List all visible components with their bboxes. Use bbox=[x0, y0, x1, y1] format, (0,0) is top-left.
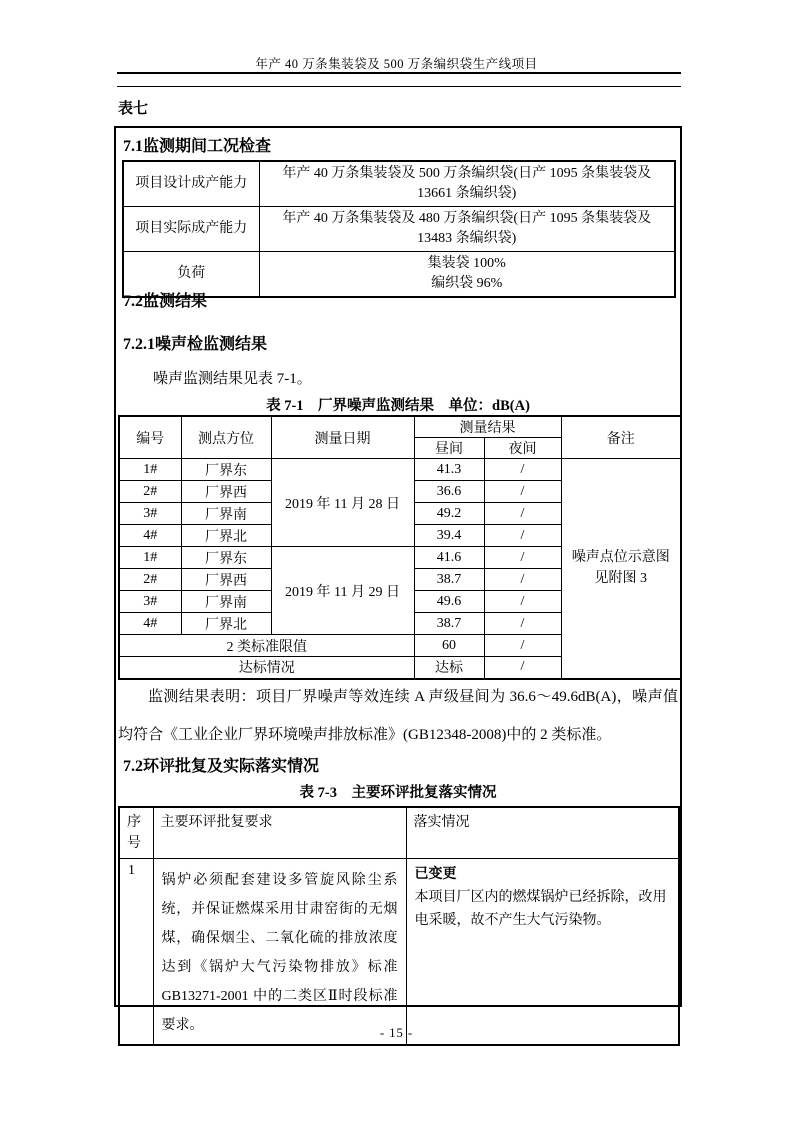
day-value: 39.4 bbox=[414, 525, 484, 547]
col-header-night: 夜间 bbox=[484, 438, 561, 459]
approval-row-index: 1 bbox=[119, 859, 153, 1046]
table-row bbox=[123, 161, 675, 207]
night-value: / bbox=[484, 547, 561, 569]
day-value: 38.7 bbox=[414, 613, 484, 635]
night-value: / bbox=[484, 569, 561, 591]
night-value: / bbox=[484, 481, 561, 503]
load-value-line2: 编织袋 96% bbox=[431, 276, 503, 291]
point-id: 2# bbox=[119, 569, 181, 591]
night-value: / bbox=[484, 503, 561, 525]
approval-implementation-table bbox=[118, 806, 680, 1046]
compliance-day-value: 达标 bbox=[414, 657, 484, 679]
section-7-1-heading: 7.1监测期间工况检查 bbox=[123, 138, 272, 155]
table-header-row bbox=[119, 416, 681, 438]
point-position: 厂界东 bbox=[181, 459, 271, 481]
col-header-requirement: 主要环评批复要求 bbox=[153, 807, 406, 859]
load-value bbox=[259, 252, 675, 298]
limit-night-value: / bbox=[484, 635, 561, 657]
night-value: / bbox=[484, 591, 561, 613]
header-rule-top bbox=[117, 72, 681, 74]
point-position: 厂界西 bbox=[181, 569, 271, 591]
monitoring-conclusion: 监测结果表明：项目厂界噪声等效连续 A 声级昼间为 36.6～49.6dB(A)，噪声值均符合《工业企业厂界环境噪声排放标准》(GB12348-2008)中的 2 类标准。 bbox=[118, 689, 678, 743]
night-value: / bbox=[484, 525, 561, 547]
day-value: 41.3 bbox=[414, 459, 484, 481]
page-number: - 15 - bbox=[379, 1026, 414, 1040]
implementation-status: 已变更 bbox=[414, 867, 457, 882]
noise-monitoring-table bbox=[118, 415, 682, 680]
day-value: 38.7 bbox=[414, 569, 484, 591]
point-position: 厂界南 bbox=[181, 591, 271, 613]
point-position: 厂界西 bbox=[181, 481, 271, 503]
point-id: 4# bbox=[119, 525, 181, 547]
actual-capacity-value: 年产 40 万条集装袋及 480 万条编织袋(日产 1095 条集装袋及 13483 条编织袋) bbox=[259, 207, 675, 252]
working-conditions-table bbox=[122, 160, 676, 298]
day-value: 36.6 bbox=[414, 481, 484, 503]
col-header-result: 测量结果 bbox=[414, 416, 561, 438]
point-id: 2# bbox=[119, 481, 181, 503]
load-label: 负荷 bbox=[123, 252, 259, 298]
day-value: 49.6 bbox=[414, 591, 484, 613]
day-value: 49.2 bbox=[414, 503, 484, 525]
section-7-2-1-heading: 7.2.1噪声检监测结果 bbox=[123, 336, 268, 353]
implementation-detail: 本项目厂区内的燃煤锅炉已经拆除，改用电采暖，故不产生大气污染物。 bbox=[414, 890, 667, 928]
point-id: 1# bbox=[119, 459, 181, 481]
night-value: / bbox=[484, 613, 561, 635]
col-header-index: 序号 bbox=[119, 807, 153, 859]
point-id: 1# bbox=[119, 547, 181, 569]
noise-remark-cell: 噪声点位示意图见附图 3 bbox=[561, 459, 681, 679]
col-header-id: 编号 bbox=[119, 416, 181, 459]
point-id: 4# bbox=[119, 613, 181, 635]
col-header-date: 测量日期 bbox=[271, 416, 414, 459]
table-7-3-caption: 表 7-3 主要环评批复落实情况 bbox=[299, 785, 497, 801]
table-header-row bbox=[119, 807, 679, 859]
implementation-cell bbox=[406, 859, 679, 1046]
night-value: / bbox=[484, 459, 561, 481]
col-header-day: 昼间 bbox=[414, 438, 484, 459]
design-capacity-label: 项目设计成产能力 bbox=[123, 161, 259, 207]
col-header-position: 测点方位 bbox=[181, 416, 271, 459]
compliance-label: 达标情况 bbox=[119, 657, 414, 679]
col-header-remark: 备注 bbox=[561, 416, 681, 459]
document-header-title: 年产 40 万条集装袋及 500 万条编织袋生产线项目 bbox=[255, 57, 538, 71]
table-row bbox=[123, 207, 675, 252]
actual-capacity-label: 项目实际成产能力 bbox=[123, 207, 259, 252]
point-position: 厂界北 bbox=[181, 525, 271, 547]
point-position: 厂界北 bbox=[181, 613, 271, 635]
design-capacity-value: 年产 40 万条集装袋及 500 万条编织袋(日产 1095 条集装袋及 13661 条编织袋) bbox=[259, 161, 675, 207]
table-seven-label: 表七 bbox=[118, 101, 149, 117]
point-id: 3# bbox=[119, 591, 181, 613]
point-position: 厂界东 bbox=[181, 547, 271, 569]
section-7-2b-heading: 7.2环评批复及实际落实情况 bbox=[123, 758, 320, 775]
limit-label: 2 类标准限值 bbox=[119, 635, 414, 657]
compliance-night-value: / bbox=[484, 657, 561, 679]
approval-requirement-text: 锅炉必须配套建设多管旋风除尘系统，并保证燃煤采用甘肃窑街的无烟煤，确保烟尘、二氧化硫的排放浓度达到《锅炉大气污染物排放》标准 GB13271-2001 中的二类区Ⅱ时段标准要求。 bbox=[153, 859, 406, 1046]
table-7-1-caption: 表 7-1 厂界噪声监测结果 单位：dB(A) bbox=[266, 398, 530, 414]
header-rule-bottom bbox=[117, 86, 681, 87]
col-header-implementation: 落实情况 bbox=[406, 807, 679, 859]
day-value: 41.6 bbox=[414, 547, 484, 569]
table-row bbox=[119, 459, 681, 481]
measurement-date-cell: 2019 年 11 月 28 日 bbox=[271, 459, 414, 547]
section-7-2-heading: 7.2监测结果 bbox=[123, 293, 208, 310]
measurement-date-cell: 2019 年 11 月 29 日 bbox=[271, 547, 414, 635]
point-id: 3# bbox=[119, 503, 181, 525]
load-value-line1: 集装袋 100% bbox=[427, 256, 506, 271]
table-row bbox=[119, 859, 679, 1046]
noise-intro-text: 噪声监测结果见表 7-1。 bbox=[153, 371, 312, 387]
limit-day-value: 60 bbox=[414, 635, 484, 657]
point-position: 厂界南 bbox=[181, 503, 271, 525]
